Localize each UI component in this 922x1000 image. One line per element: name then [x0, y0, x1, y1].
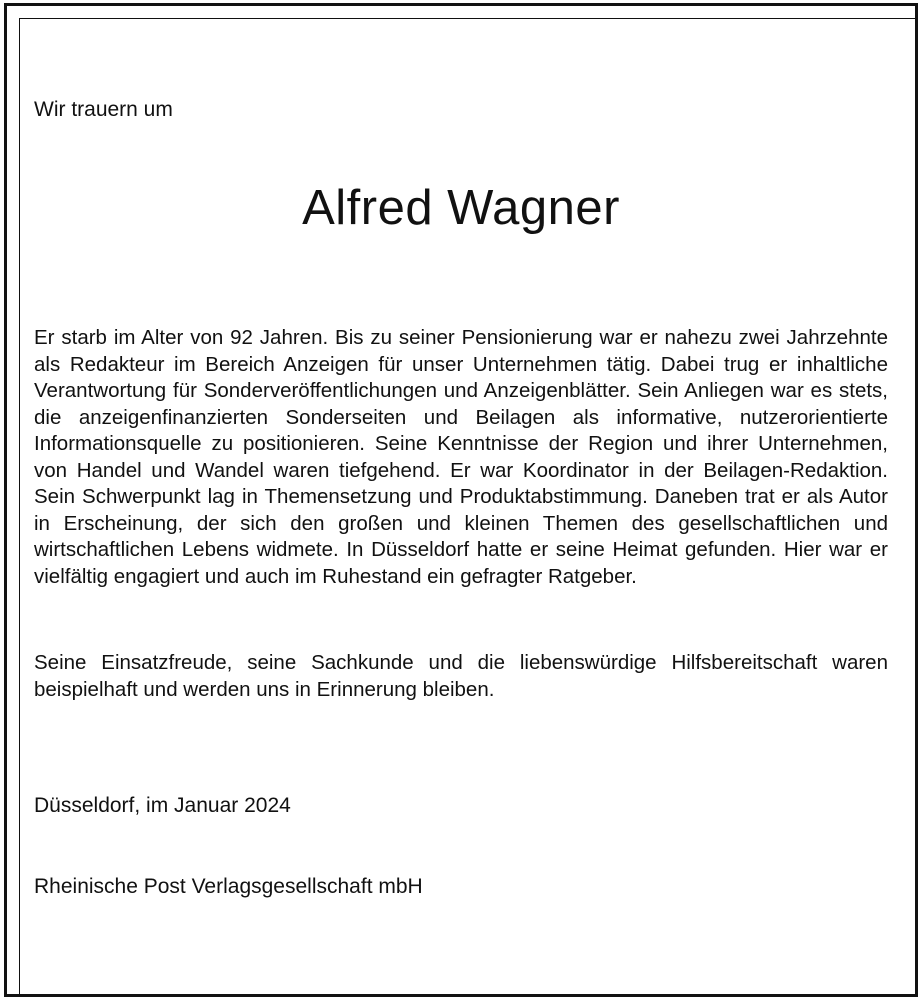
intro-text: Wir trauern um — [34, 98, 173, 121]
publisher-signature: Rheinische Post Verlagsgesellschaft mbH — [34, 875, 423, 898]
obituary-paragraph-1: Er starb im Alter von 92 Jahren. Bis zu seiner Pensionierung war er nahezu zwei Jahrzehnte als Redakteur im Bereich Anzeigen für unser Unternehmen tätig. Dabei trug er inhaltliche Verantwortung für Sonderveröffentlichungen und Anzeigenblätter. Sein Anliegen war es stets, die anzeigenfinanzierten Sonderseiten und Beilagen als informative, nutzerorientierte Informationsquelle zu positionieren. Seine Kenntnisse der Region und ihrer Unternehmen, von Handel und Wandel waren tiefgehend. Er war Koordinator in der Beilagen-Redaktion. Sein Schwerpunkt lag in Themensetzung und Produktabstimmung. Daneben trat er als Autor in Erscheinung, der sich den großen und kleinen Themen des gesellschaftlichen und wirtschaftlichen Lebens widmete. In Düsseldorf hatte er seine Heimat gefunden. Hier war er vielfältig engagiert und auch im Ruhestand ein gefragter Ratgeber. — [34, 326, 888, 588]
obituary-paragraph-2: Seine Einsatzfreude, seine Sachkunde und die liebenswürdige Hilfsbereitschaft waren beispielhaft und werden uns in Erinnerung bleiben. — [34, 651, 888, 701]
place-and-date: Düsseldorf, im Januar 2024 — [34, 794, 291, 817]
deceased-name: Alfred Wagner — [302, 181, 620, 235]
